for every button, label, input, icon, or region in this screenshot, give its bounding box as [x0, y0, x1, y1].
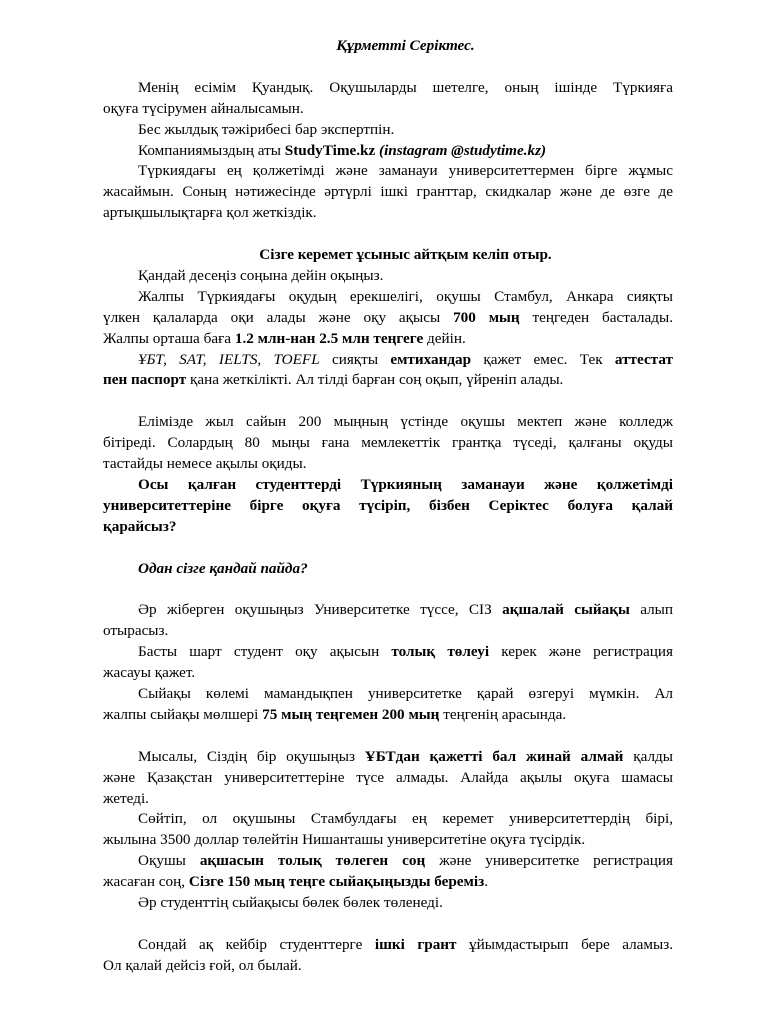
- question-line-1: Осы қалған студенттерді Түркияның заманауи және қолжетімді: [138, 475, 673, 493]
- text: қана жеткілікті. Ал тілді барған соң оқып, үйреніп алады.: [186, 371, 564, 389]
- text: Сондай ақ кейбір студенттерге: [138, 935, 375, 953]
- separate-payment-line: Әр студенттің сыйақысы бөлек бөлек төленеді.: [138, 894, 443, 912]
- turkey-line-3: [103, 329, 673, 350]
- amount-line-2: [103, 705, 673, 726]
- example-line-3: жетеді.: [103, 789, 149, 807]
- text: ұйымдастырып бере аламыз.: [456, 935, 674, 953]
- text: теңгенің арасында.: [439, 705, 567, 723]
- price-start: 700 мың: [453, 308, 520, 326]
- company-brand: StudyTime.kz: [284, 141, 376, 159]
- turkey-line-2: [103, 308, 673, 329]
- amount-line-1: Сыйақы көлемі мамандықпен университетке қарай өзгеруі мүмкін. Ал: [138, 685, 673, 703]
- text: сияқты: [319, 350, 391, 368]
- istanbul-line-2: жылына 3500 доллар төлейтін Нишанташы университетіне оқуға түсірдік.: [103, 831, 586, 849]
- text: Басты шарт студент оқу ақысын: [138, 643, 392, 661]
- exams-line-1: [138, 350, 673, 371]
- partners-line-3: артықшылықтарға қол жеткіздік.: [103, 204, 317, 222]
- exams-line-2: [103, 370, 673, 391]
- question-line-2: университеттеріне бірге оқуға түсіріп, бізбен Серіктес болуға қалай: [103, 496, 673, 514]
- text: және университетке регистрация: [425, 852, 674, 870]
- example-line-1: [138, 747, 673, 768]
- letter-title: Құрметті Серіктес.: [336, 37, 475, 54]
- text: алып: [629, 601, 673, 619]
- paid-in-full: ақшасын толық төлеген соң: [199, 852, 426, 870]
- condition-line-1: [138, 642, 673, 663]
- spacer: [138, 580, 673, 601]
- istanbul-line-1: Сөйтіп, ол оқушыны Стамбулдағы ең керемет университеттердің бірі,: [138, 810, 673, 828]
- intro-line-1: Менің есімім Қуандық. Оқушыларды шетелге, оның ішінде Түркияға: [138, 78, 673, 96]
- graduates-line-3: тастайды немесе ақылы оқиды.: [103, 455, 307, 473]
- text: .: [484, 873, 489, 891]
- internal-grant: ішкі грант: [374, 935, 457, 953]
- cash-reward: ақшалай сыйақы: [502, 601, 630, 619]
- text: Мысалы, Сіздің бір оқушыңыз: [138, 747, 365, 765]
- exams-word: емтихандар: [390, 350, 472, 368]
- partners-line-2: жасаймын. Соның нәтижесінде әртүрлі ішкі гранттар, скидкалар және де өзге де: [103, 183, 673, 201]
- company-instagram: (instagram @studytime.kz): [375, 141, 547, 159]
- grant-line-2: Ол қалай дейсіз ғой, ол былай.: [103, 956, 302, 974]
- partners-line-1: Түркиядағы ең қолжетімді және заманауи университеттермен бірге жұмыс: [138, 162, 673, 180]
- spacer: [138, 914, 673, 935]
- question-line-3: қарайсыз?: [103, 517, 177, 535]
- payment-line-2: [103, 872, 673, 893]
- text: теңгеден басталады.: [519, 308, 673, 326]
- graduates-line-1: Елімізде жыл сайын 200 мыңның үстінде оқушы мектеп және колледж: [138, 413, 673, 431]
- spacer: [138, 538, 673, 559]
- attestat-word: аттестат: [614, 350, 673, 368]
- benefit-heading: Одан сізге қандай пайда?: [138, 559, 308, 577]
- text: керек және регистрация: [489, 643, 673, 661]
- reward-150: Сізге 150 мың теңге сыйақыңызды береміз: [188, 873, 485, 891]
- exam-names: ҰБТ, SAT, IELTS, TOEFL: [138, 350, 320, 368]
- spacer: [138, 726, 673, 747]
- text: үлкен қалаларда оқи алады және оқу ақысы: [103, 308, 454, 326]
- spacer: [138, 391, 673, 412]
- letter-body: [103, 36, 674, 977]
- intro-line-2: оқуға түсірумен айналысамын.: [103, 99, 304, 117]
- text: қажет емес. Тек: [471, 350, 615, 368]
- price-range: 1.2 млн-нан 2.5 млн теңгеге: [234, 329, 424, 347]
- text: дейін.: [423, 329, 466, 347]
- reward-line-1: [138, 600, 673, 621]
- company-label: Компаниямыздың аты: [138, 141, 285, 159]
- full-payment: толық төлеуі: [391, 643, 490, 661]
- graduates-line-2: бітіреді. Солардың 80 мыңы ғана мемлекеттік грантқа түседі, қалғаны оқуды: [103, 434, 673, 452]
- amount-range: 75 мың теңгемен 200 мың: [262, 705, 440, 723]
- text: Оқушы: [138, 852, 200, 870]
- offer-heading: Сізге керемет ұсыныс айтқым келіп отыр.: [259, 246, 552, 264]
- read-to-end-line: Қандай десеңіз соңына дейін оқыңыз.: [138, 266, 384, 284]
- condition-line-2: жасауы қажет.: [103, 664, 196, 682]
- passport-word: пен паспорт: [103, 371, 187, 389]
- experience-line: Бес жылдық тәжірибесі бар экспертпін.: [138, 120, 395, 138]
- text: Жалпы орташа баға: [103, 329, 235, 347]
- text: жасаған соң,: [103, 873, 189, 891]
- payment-line-1: [138, 851, 673, 872]
- example-line-2: және Қазақстан университеттеріне түсе алмады. Алайда ақылы оқуға шамасы: [103, 768, 673, 786]
- reward-line-2: отырасыз.: [103, 622, 169, 640]
- grant-line-1: [138, 935, 673, 956]
- text: Әр жіберген оқушыңыз Университетке түссе, СІЗ: [138, 601, 503, 619]
- turkey-line-1: Жалпы Түркиядағы оқудың ерекшелігі, оқушы Стамбул, Анкара сияқты: [138, 287, 673, 305]
- company-line: [138, 141, 673, 162]
- ubt-fail: ҰБТдан қажетті бал жинай алмай: [364, 747, 624, 765]
- text: қалды: [623, 747, 673, 765]
- text: жалпы сыйақы мөлшері: [103, 705, 263, 723]
- spacer: [138, 57, 673, 78]
- spacer: [138, 224, 673, 245]
